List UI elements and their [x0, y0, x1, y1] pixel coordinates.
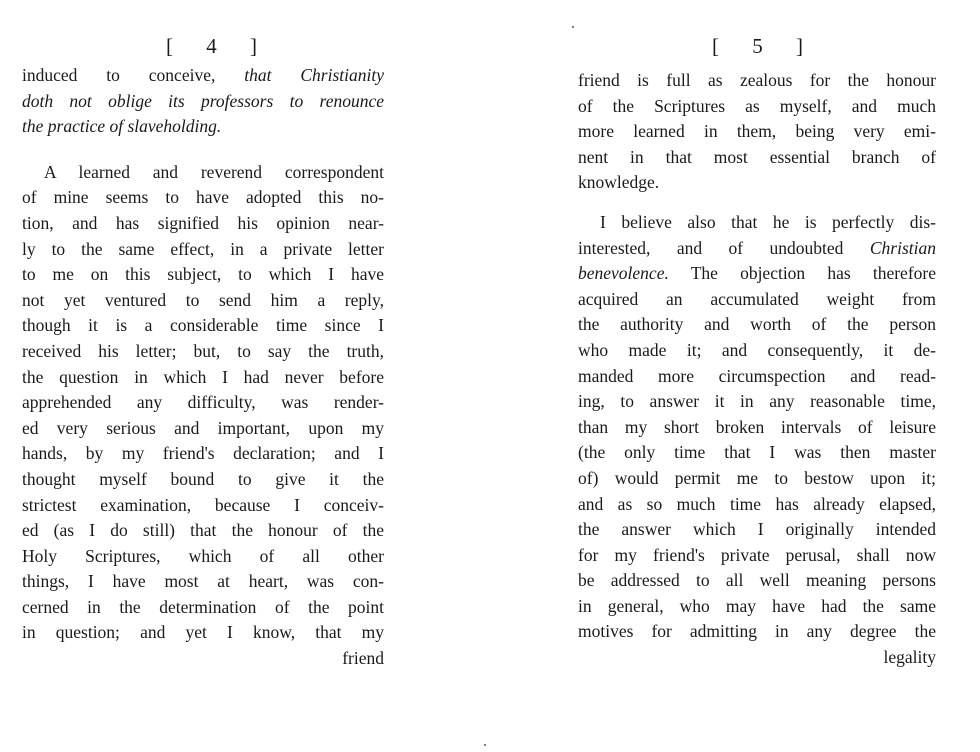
text-line: the question in which I had never before: [22, 366, 384, 387]
catchword: legality: [883, 647, 936, 668]
text-line: friend is full as zealous for the honour: [578, 70, 936, 90]
ink-speck: [572, 26, 574, 28]
text-line: in general, who may have had the same: [578, 595, 936, 616]
text-line: apprehended any difficulty, was render-: [22, 392, 384, 413]
text-line: of mine seems to have adopted this no-: [22, 187, 384, 208]
paragraph-gap: [578, 196, 936, 210]
text-line: I believe also that he is perfectly dis-: [600, 211, 936, 232]
text-line: not yet ventured to send him a reply,: [22, 289, 384, 310]
text-line: nent in that most essential branch of: [578, 146, 936, 167]
text-line-italic: that Christianity: [244, 65, 384, 85]
text-line: more learned in them, being very emi-: [578, 121, 936, 142]
text-line: knowledge.: [578, 172, 660, 193]
page-number-5: [ 5 ]: [712, 34, 817, 58]
text-line: the practice of slaveholding.: [22, 116, 222, 137]
text-line: the authority and worth of the person: [578, 314, 936, 335]
text-line: of) would permit me to bestow upon it;: [578, 467, 936, 488]
text-line: [22, 63, 384, 89]
text-line: (the only time that I was then master: [578, 442, 936, 463]
text-line: the answer which I originally intended: [578, 519, 936, 540]
text-line: ed very serious and important, upon my: [22, 417, 384, 438]
text-line: received his letter; but, to say the truth,: [22, 340, 384, 361]
text-line: manded more circumspection and read-: [578, 365, 936, 386]
text-line: and as so much time has already elapsed,: [578, 493, 936, 514]
text-line: who made it; and consequently, it de-: [578, 339, 936, 360]
text-line: ed (as I do still) that the honour of the: [22, 520, 384, 541]
text-line: motives for admitting in any degree the: [578, 621, 936, 642]
text-line: for my friend's private perusal, shall now: [578, 544, 936, 565]
text-line: though it is a considerable time since I: [22, 315, 384, 336]
text-line: strictest examination, because I conceiv-: [22, 494, 384, 515]
text-line: acquired an accumulated weight from: [578, 288, 936, 309]
right-page: [490, 0, 980, 752]
text-line: ing, to answer it in any reasonable time,: [578, 391, 936, 412]
left-page-text: [22, 63, 384, 672]
text-line: A learned and reverend correspondent: [44, 161, 384, 182]
text-line-roman: induced to conceive,: [22, 65, 245, 85]
right-page-text: [578, 68, 936, 671]
text-line: ly to the same effect, in a private letter: [22, 238, 384, 259]
text-line-italic: Christian: [869, 237, 936, 258]
paragraph-gap: [22, 140, 384, 160]
text-line: [578, 261, 936, 287]
text-line: to me on this subject, to which I have: [22, 264, 384, 285]
text-line-roman: The objection has therefore: [668, 263, 936, 284]
text-line: be addressed to all well meaning persons: [578, 570, 936, 591]
text-line: than my short broken intervals of leisure: [578, 416, 936, 437]
text-line: doth not oblige its professors to renounce: [22, 90, 384, 111]
text-line: Holy Scriptures, which of all other: [22, 545, 384, 566]
text-line-italic: benevolence.: [578, 263, 669, 284]
catchword: friend: [342, 648, 384, 669]
page-number-4: [ 4 ]: [166, 34, 271, 58]
text-line: tion, and has signified his opinion near-: [22, 212, 384, 233]
text-line-roman: interested, and of undoubted: [578, 237, 870, 258]
text-line: in question; and yet I know, that my: [22, 622, 384, 643]
text-line: cerned in the determination of the point: [22, 596, 384, 617]
text-line: things, I have most at heart, was con-: [22, 571, 384, 592]
text-line: thought myself bound to give it the: [22, 468, 384, 489]
text-line: of the Scriptures as myself, and much: [578, 95, 936, 116]
text-line: hands, by my friend's declaration; and I: [22, 443, 384, 464]
text-line: [578, 236, 936, 262]
ink-speck: [484, 744, 486, 746]
